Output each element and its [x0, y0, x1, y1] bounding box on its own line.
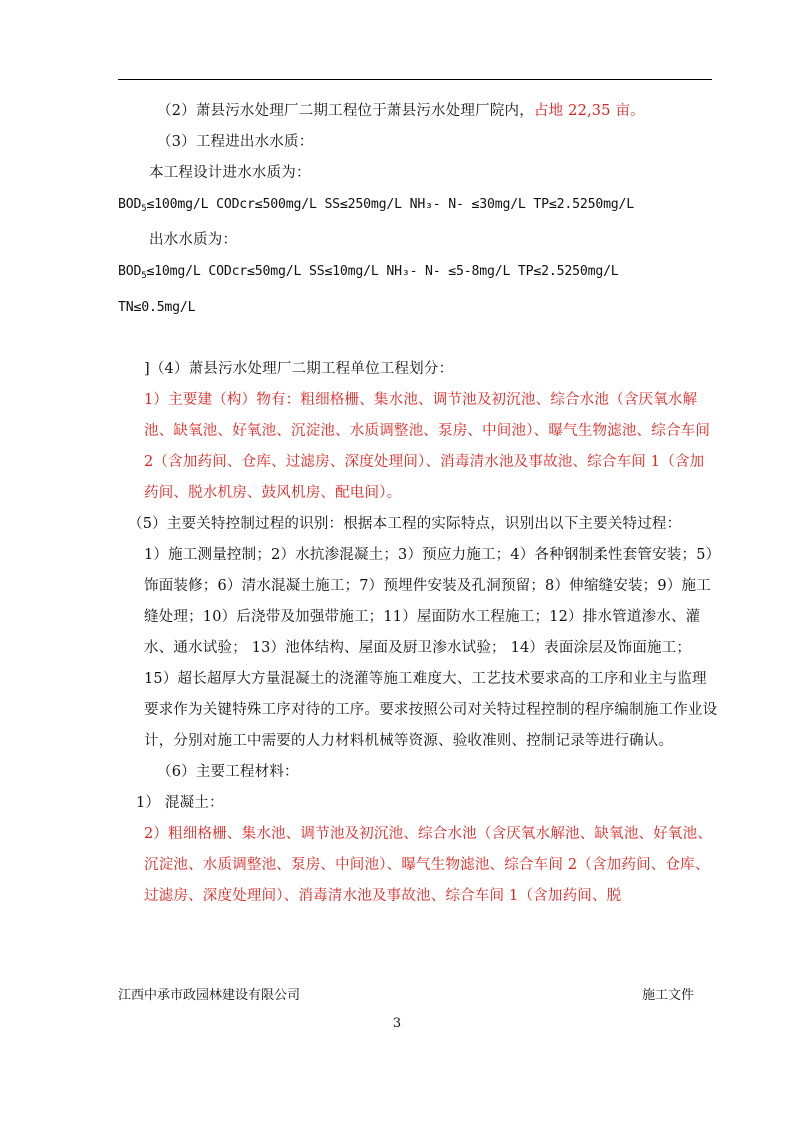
document-body [118, 96, 718, 912]
footer-company: 江西中承市政园林建设有限公司 [118, 988, 301, 1003]
paragraph-location [118, 96, 718, 127]
header-rule [118, 79, 712, 80]
materials-structures-list: 2）粗细格栅、集水池、调节池及初沉池、综合水池（含厌氧水解池、缺氧池、好氧池、沉淀池、水质调整池、泵房、中间池）、曝气生物滤池、综合车间 2（含加药间、仓库、过滤房、深度处理间）、消毒清水池及事故池、综合车间 1（含加药间、脱 [144, 826, 713, 904]
blank-line [118, 323, 718, 354]
inflow-bod-subscript: 5 [141, 204, 147, 214]
outflow-values [118, 256, 718, 292]
outflow-other-values: ≤10mg/L CODcr≤50mg/L SS≤10mg/L NH₃- N- ≤5-8mg/L TP≤2.5250mg/L [146, 264, 619, 279]
inflow-label: 本工程设计进水水质为： [149, 165, 311, 181]
footer-doc-type: 施工文件 [642, 988, 695, 1003]
outflow-tn: TN≤0.5mg/L [118, 300, 196, 315]
inflow-bod: BOD [118, 197, 142, 212]
page-number: 3 [392, 1016, 402, 1031]
outflow-bod-subscript: 5 [141, 271, 147, 281]
heading-unit-division: ]（4）萧县污水处理厂二期工程单位工程划分： [144, 361, 454, 377]
area-highlight: 占地 22,35 亩。 [533, 103, 645, 119]
materials-concrete: 1） 混凝土： [136, 795, 224, 811]
key-process-intro: （5）主要关特控制过程的识别：根据本工程的实际特点，识别出以下主要关特过程： [128, 516, 682, 532]
page-footer [118, 984, 712, 1003]
main-structures-list: 1）主要建（构）物有：粗细格栅、集水池、调节池及初沉池、综合水池（含厌氧水解池、缺氧池、好氧池、沉淀池、水质调整池、泵房、中间池）、曝气生物滤池、综合车间 2（含加药间、仓库、过滤房、深度处理间）、消毒清水池及事故池、综合车间 1（含加药间、脱水机房、鼓风机房、配电间）。 [144, 392, 711, 501]
inflow-values [118, 189, 718, 225]
inflow-other-values: ≤100mg/L CODcr≤500mg/L SS≤250mg/L NH₃- N- ≤30mg/L TP≤2.5250mg/L [146, 197, 635, 212]
outflow-label: 出水水质为： [149, 232, 238, 248]
key-process-list: 1）施工测量控制；2）水抗渗混凝土；3）预应力施工；4）各种钢制柔性套管安装；5）饰面装修；6）清水混凝土施工；7）预埋件安装及孔洞预留；8）伸缩缝安装；9）施工缝处理；10）后浇带及加强带施工；11）屋面防水工程施工；12）排水管道渗水、灌水、通水试验； 13）池体结构、屋面及厨卫渗水试验； 14）表面涂层及饰面施工； 15）超长超厚大方量混凝土的浇灌等施工难度大、工艺技术要求高的工序和业主与监理要求作为关键特殊工序对待的工序。要求按照公司对关特过程控制的程序编制施工作业设计，分别对施工中需要的人力材料机械等资源、验收准则、控制记录等进行确认。 [144, 547, 718, 749]
heading-water-quality: （3）工程进出水水质： [157, 134, 314, 150]
location-text: （2）萧县污水处理厂二期工程位于萧县污水处理厂院内， [157, 103, 534, 119]
heading-materials: （6）主要工程材料： [157, 764, 299, 780]
outflow-bod: BOD [118, 264, 142, 279]
